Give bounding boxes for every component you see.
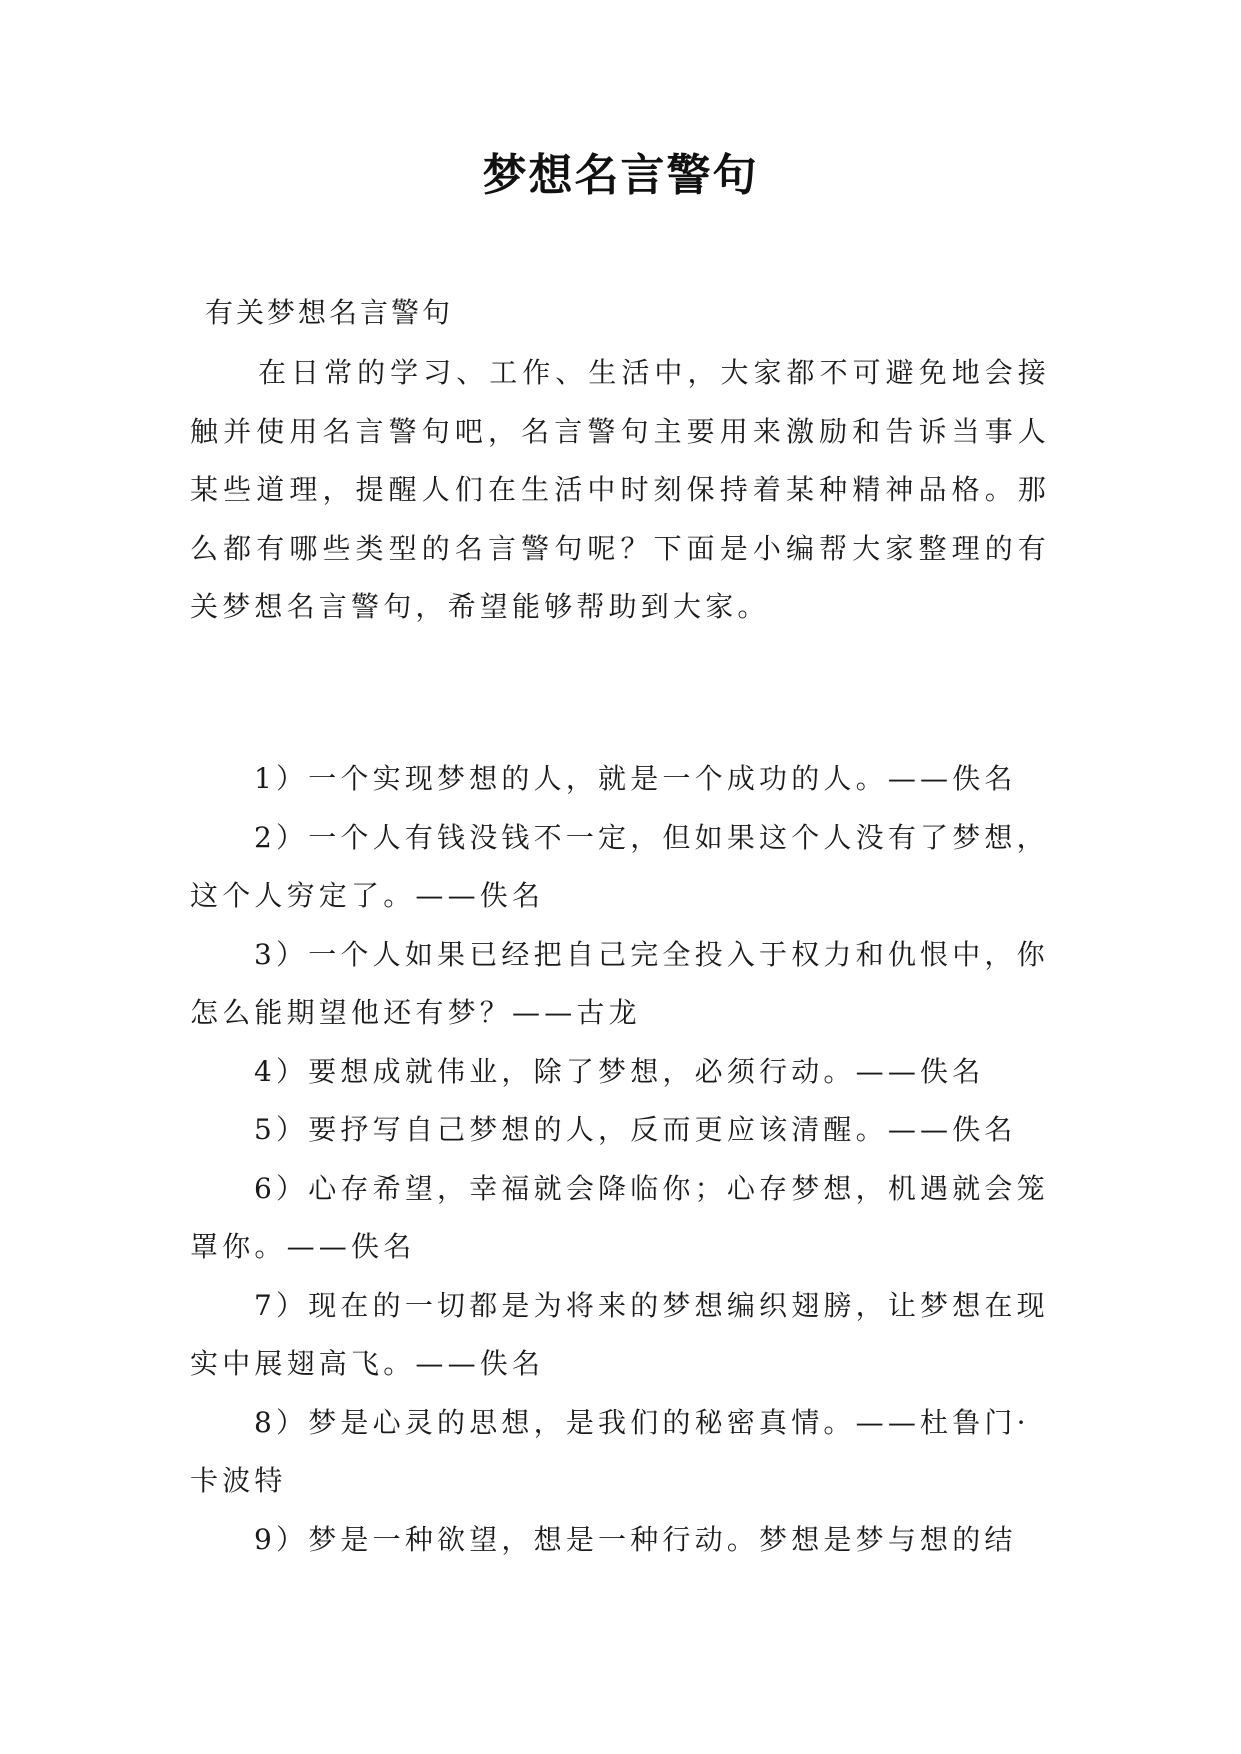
quote-item: 2）一个人有钱没钱不一定，但如果这个人没有了梦想，这个人穷定了。——佚名	[190, 820, 1049, 912]
quote-item: 3）一个人如果已经把自己完全投入于权力和仇恨中，你怎么能期望他还有梦？——古龙	[190, 937, 1049, 1029]
quote-item: 5）要抒写自己梦想的人，反而更应该清醒。——佚名	[254, 1113, 1017, 1146]
quote-item: 4）要想成就伟业，除了梦想，必须行动。——佚名	[254, 1054, 985, 1088]
intro-paragraph: 在日常的学习、工作、生活中，大家都不可避免地会接触并使用名言警句吧，名言警句主要用来激励和告诉当事人某些道理，提醒人们在生活中时刻保持着某种精神品格。那么都有哪些类型的名言警句呢？下面是小编帮大家整理的有关梦想名言警句，希望能够帮助到大家。	[190, 356, 1050, 623]
subtitle: 有关梦想名言警句	[205, 296, 454, 329]
quote-item: 1）一个实现梦想的人，就是一个成功的人。——佚名	[254, 762, 1017, 795]
page-title: 梦想名言警句	[482, 150, 759, 201]
quote-list	[190, 750, 1050, 1569]
quote-item: 6）心存希望，幸福就会降临你；心存梦想，机遇就会笼罩你。——佚名	[190, 1171, 1049, 1263]
quote-item: 7）现在的一切都是为将来的梦想编织翅膀，让梦想在现实中展翅高飞。——佚名	[190, 1288, 1049, 1380]
quote-item: 8）梦是心灵的思想，是我们的秘密真情。——杜鲁门·卡波特	[190, 1405, 1030, 1497]
quote-item: 9）梦是一种欲望，想是一种行动。梦想是梦与想的结	[254, 1522, 1017, 1556]
